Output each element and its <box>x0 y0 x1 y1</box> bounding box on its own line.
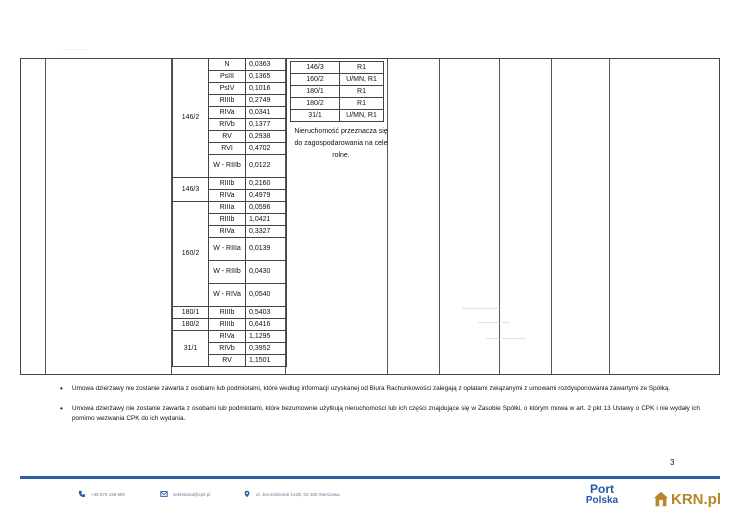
zoning-use: R1 <box>340 86 384 98</box>
soil-class: RIIIb <box>209 178 246 190</box>
watermark-text: KRN.pl <box>671 490 721 508</box>
faint-mark: ⁓⁓⁓⁓⁓ <box>462 304 502 313</box>
area-value: 0,3952 <box>246 343 287 355</box>
bullet-item: • Umowa dzierżawy nie zostanie zawarta z osobami lub podmiotami, które według informacji uzyskanej od Biura Rachunkowości zalegają z opłatami związanymi z umowami rozdysponowania zawartymi ze Spółką. <box>60 384 700 394</box>
area-value: 0,4979 <box>246 190 287 202</box>
zoning-parcel: 31/1 <box>291 110 340 122</box>
zoning-table <box>290 61 384 122</box>
mail-icon <box>160 490 168 498</box>
table-row <box>173 178 287 190</box>
table-row <box>173 59 287 71</box>
table-row <box>173 331 287 343</box>
column-divider <box>551 59 552 374</box>
column-divider <box>45 59 46 374</box>
email-text: sekretariat@cpk.pl <box>173 491 211 497</box>
area-value: 0,0122 <box>246 155 287 178</box>
parcel-number: 31/1 <box>173 331 209 367</box>
soil-class: RIIIb <box>209 307 246 319</box>
soil-class: RIVa <box>209 190 246 202</box>
contact-phone <box>78 490 125 498</box>
column-divider <box>439 59 440 374</box>
soil-class: RIIIb <box>209 319 246 331</box>
soil-class: RIIIb <box>209 95 246 107</box>
parcel-number: 146/2 <box>173 59 209 178</box>
column-divider <box>387 59 388 374</box>
table-row <box>291 62 384 74</box>
area-value: 0,4702 <box>246 143 287 155</box>
soil-class: PsIV <box>209 83 246 95</box>
address-text: ul. Jerozolimskie 142B, 02-305 Warszawa <box>256 491 340 497</box>
area-value: 0,1016 <box>246 83 287 95</box>
phone-text: +48 570 198 900 <box>91 491 125 497</box>
soil-class: W - RIIIb <box>209 261 246 284</box>
logo-line-2: Polska <box>585 495 619 506</box>
area-value: 1,1295 <box>246 331 287 343</box>
table-row <box>291 98 384 110</box>
zoning-use: R1 <box>340 62 384 74</box>
parcel-number: 180/2 <box>173 319 209 331</box>
soil-class: RV <box>209 355 246 367</box>
area-value: 0,3327 <box>246 226 287 238</box>
soil-class: RV <box>209 131 246 143</box>
area-value: 0,5403 <box>246 307 287 319</box>
area-value: 0,1365 <box>246 71 287 83</box>
zoning-use: U/MN, R1 <box>340 74 384 86</box>
soil-class: RIVb <box>209 119 246 131</box>
soil-class: RIVb <box>209 343 246 355</box>
soil-class: W - RIIIa <box>209 238 246 261</box>
port-polska-logo <box>576 484 628 506</box>
parcel-number: 146/3 <box>173 178 209 202</box>
table-row <box>291 74 384 86</box>
krn-watermark <box>652 490 721 508</box>
page-number: 3 <box>670 458 675 467</box>
soil-class: RVI <box>209 143 246 155</box>
zoning-parcel: 180/1 <box>291 86 340 98</box>
zoning-note: Nieruchomość przeznacza się do zagospodarowania na cele rolne. <box>294 128 388 159</box>
faint-mark: ⁓⁓⁓⁓ <box>478 318 510 327</box>
area-value: 0,0363 <box>246 59 287 71</box>
table-row <box>173 202 287 214</box>
soil-class: W - RIVa <box>209 284 246 307</box>
area-value: 0,2749 <box>246 95 287 107</box>
area-value: 0,2938 <box>246 131 287 143</box>
bullet-list <box>60 384 700 434</box>
location-pin-icon <box>243 490 251 498</box>
parcel-number: 160/2 <box>173 202 209 307</box>
zoning-parcel: 160/2 <box>291 74 340 86</box>
table-row <box>291 110 384 122</box>
parcel-table <box>172 58 287 367</box>
logo-line-1: Port <box>590 482 614 496</box>
soil-class: RIVa <box>209 107 246 119</box>
zoning-parcel: 146/3 <box>291 62 340 74</box>
soil-class: N <box>209 59 246 71</box>
area-value: 0,0540 <box>246 284 287 307</box>
area-value: 0,1377 <box>246 119 287 131</box>
house-icon <box>652 490 670 508</box>
column-divider <box>609 59 610 374</box>
area-value: 0,0139 <box>246 238 287 261</box>
faint-mark: ⁓⁓⁓⁓⁓ <box>486 334 526 343</box>
area-value: 0,0596 <box>246 202 287 214</box>
parcel-number: 180/1 <box>173 307 209 319</box>
faint-header-text: .......... <box>62 42 88 52</box>
area-value: 0,6416 <box>246 319 287 331</box>
table-row <box>173 307 287 319</box>
zoning-parcel: 180/2 <box>291 98 340 110</box>
area-value: 0,0341 <box>246 107 287 119</box>
area-value: 0,2160 <box>246 178 287 190</box>
area-value: 0,0430 <box>246 261 287 284</box>
contact-email <box>160 490 210 498</box>
soil-class: RIVa <box>209 331 246 343</box>
footer-rule <box>20 476 720 479</box>
soil-class: RIIIa <box>209 202 246 214</box>
zoning-use: R1 <box>340 98 384 110</box>
soil-class: PsIII <box>209 71 246 83</box>
soil-class: RIVa <box>209 226 246 238</box>
zoning-use: U/MN, R1 <box>340 110 384 122</box>
area-value: 1,0421 <box>246 214 287 226</box>
contact-address <box>243 490 340 498</box>
table-row <box>291 86 384 98</box>
area-value: 1,1501 <box>246 355 287 367</box>
soil-class: RIIIb <box>209 214 246 226</box>
phone-icon <box>78 490 86 498</box>
bullet-item: • Umowa dzierżawy nie zostanie zawarta z osobami lub podmiotami, które bezumownie użytkują nieruchomości lub ich części znajdujące się w Zasobie Spółki, o którym mowa w art. 2 pkt 13 Ustawy o CPK i nie wydały ich pomimo wezwania CPK do ich wydania. <box>60 404 700 424</box>
soil-class: W - RIIIb <box>209 155 246 178</box>
table-row <box>173 319 287 331</box>
